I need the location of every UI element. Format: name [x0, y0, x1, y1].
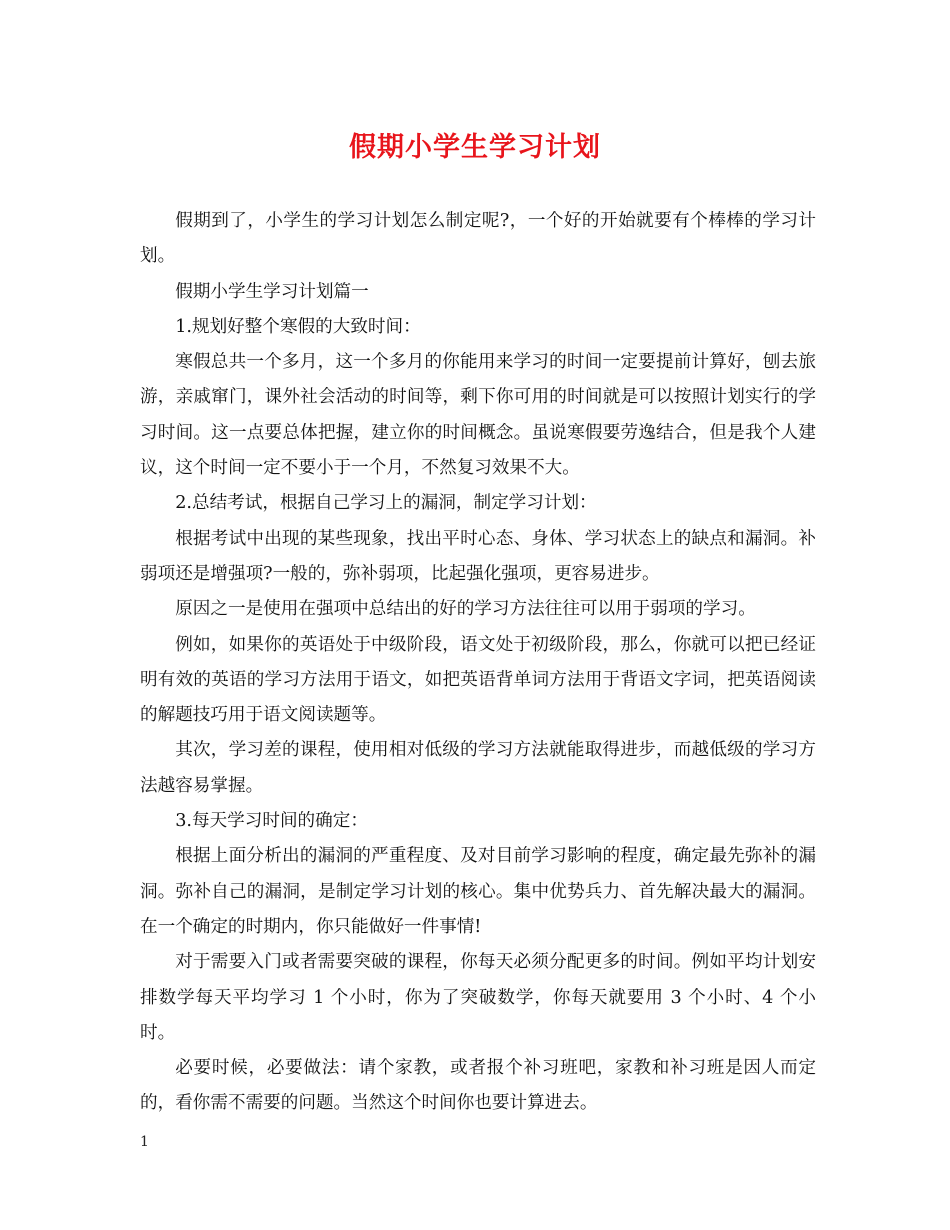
paragraph: 寒假总共一个多月，这一个多月的你能用来学习的时间一定要提前计算好，刨去旅游，亲戚窜门，课外社会活动的时间等，剩下你可用的时间就是可以按照计划实行的学习时间。这一点要总体把握，建立你的时间概念。虽说寒假要劳逸结合，但是我个人建议，这个时间一定不要小于一个月，不然复习效果不大。 [140, 352, 816, 479]
paragraph: 其次，学习差的课程，使用相对低级的学习方法就能取得进步，而越低级的学习方法越容易掌握。 [140, 740, 816, 796]
paragraph: 根据上面分析出的漏洞的严重程度、及对目前学习影响的程度，确定最先弥补的漏洞。弥补自己的漏洞，是制定学习计划的核心。集中优势兵力、首先解决最大的漏洞。在一个确定的时期内，你只能做好一件事情! [140, 846, 816, 937]
paragraph: 对于需要入门或者需要突破的课程，你每天必须分配更多的时间。例如平均计划安排数学每天平均学习 1 个小时，你为了突破数学，你每天就要用 3 个小时、4 个小时。 [140, 952, 816, 1043]
point-heading-1: 1.规划好整个寒假的大致时间： [175, 316, 421, 337]
paragraph: 例如，如果你的英语处于中级阶段，语文处于初级阶段，那么，你就可以把已经证明有效的英语的学习方法用于语文，如把英语背单词方法用于背语文字词，把英语阅读的解题技巧用于语文阅读题等。 [140, 634, 816, 726]
paragraph-intro: 假期到了，小学生的学习计划怎么制定呢?，一个好的开始就要有个棒棒的学习计划。 [140, 211, 816, 267]
paragraph: 必要时候，必要做法：请个家教，或者报个补习班吧，家教和补习班是因人而定的，看你需不需要的问题。当然这个时间你也要计算进去。 [140, 1058, 816, 1114]
point-heading-3: 3.每天学习时间的确定： [175, 811, 368, 832]
document-body [140, 204, 816, 1122]
point-heading-2: 2.总结考试，根据自己学习上的漏洞，制定学习计划： [175, 493, 597, 514]
page-number: 1 [140, 1134, 149, 1150]
document-title: 假期小学生学习计划 [349, 132, 601, 163]
paragraph: 原因之一是使用在强项中总结出的好的学习方法往往可以用于弱项的学习。 [175, 599, 756, 620]
paragraph: 根据考试中出现的某些现象，找出平时心态、身体、学习状态上的缺点和漏洞。补弱项还是增强项?一般的，弥补弱项，比起强化强项，更容易进步。 [140, 528, 816, 584]
section-heading: 假期小学生学习计划篇一 [175, 281, 369, 302]
